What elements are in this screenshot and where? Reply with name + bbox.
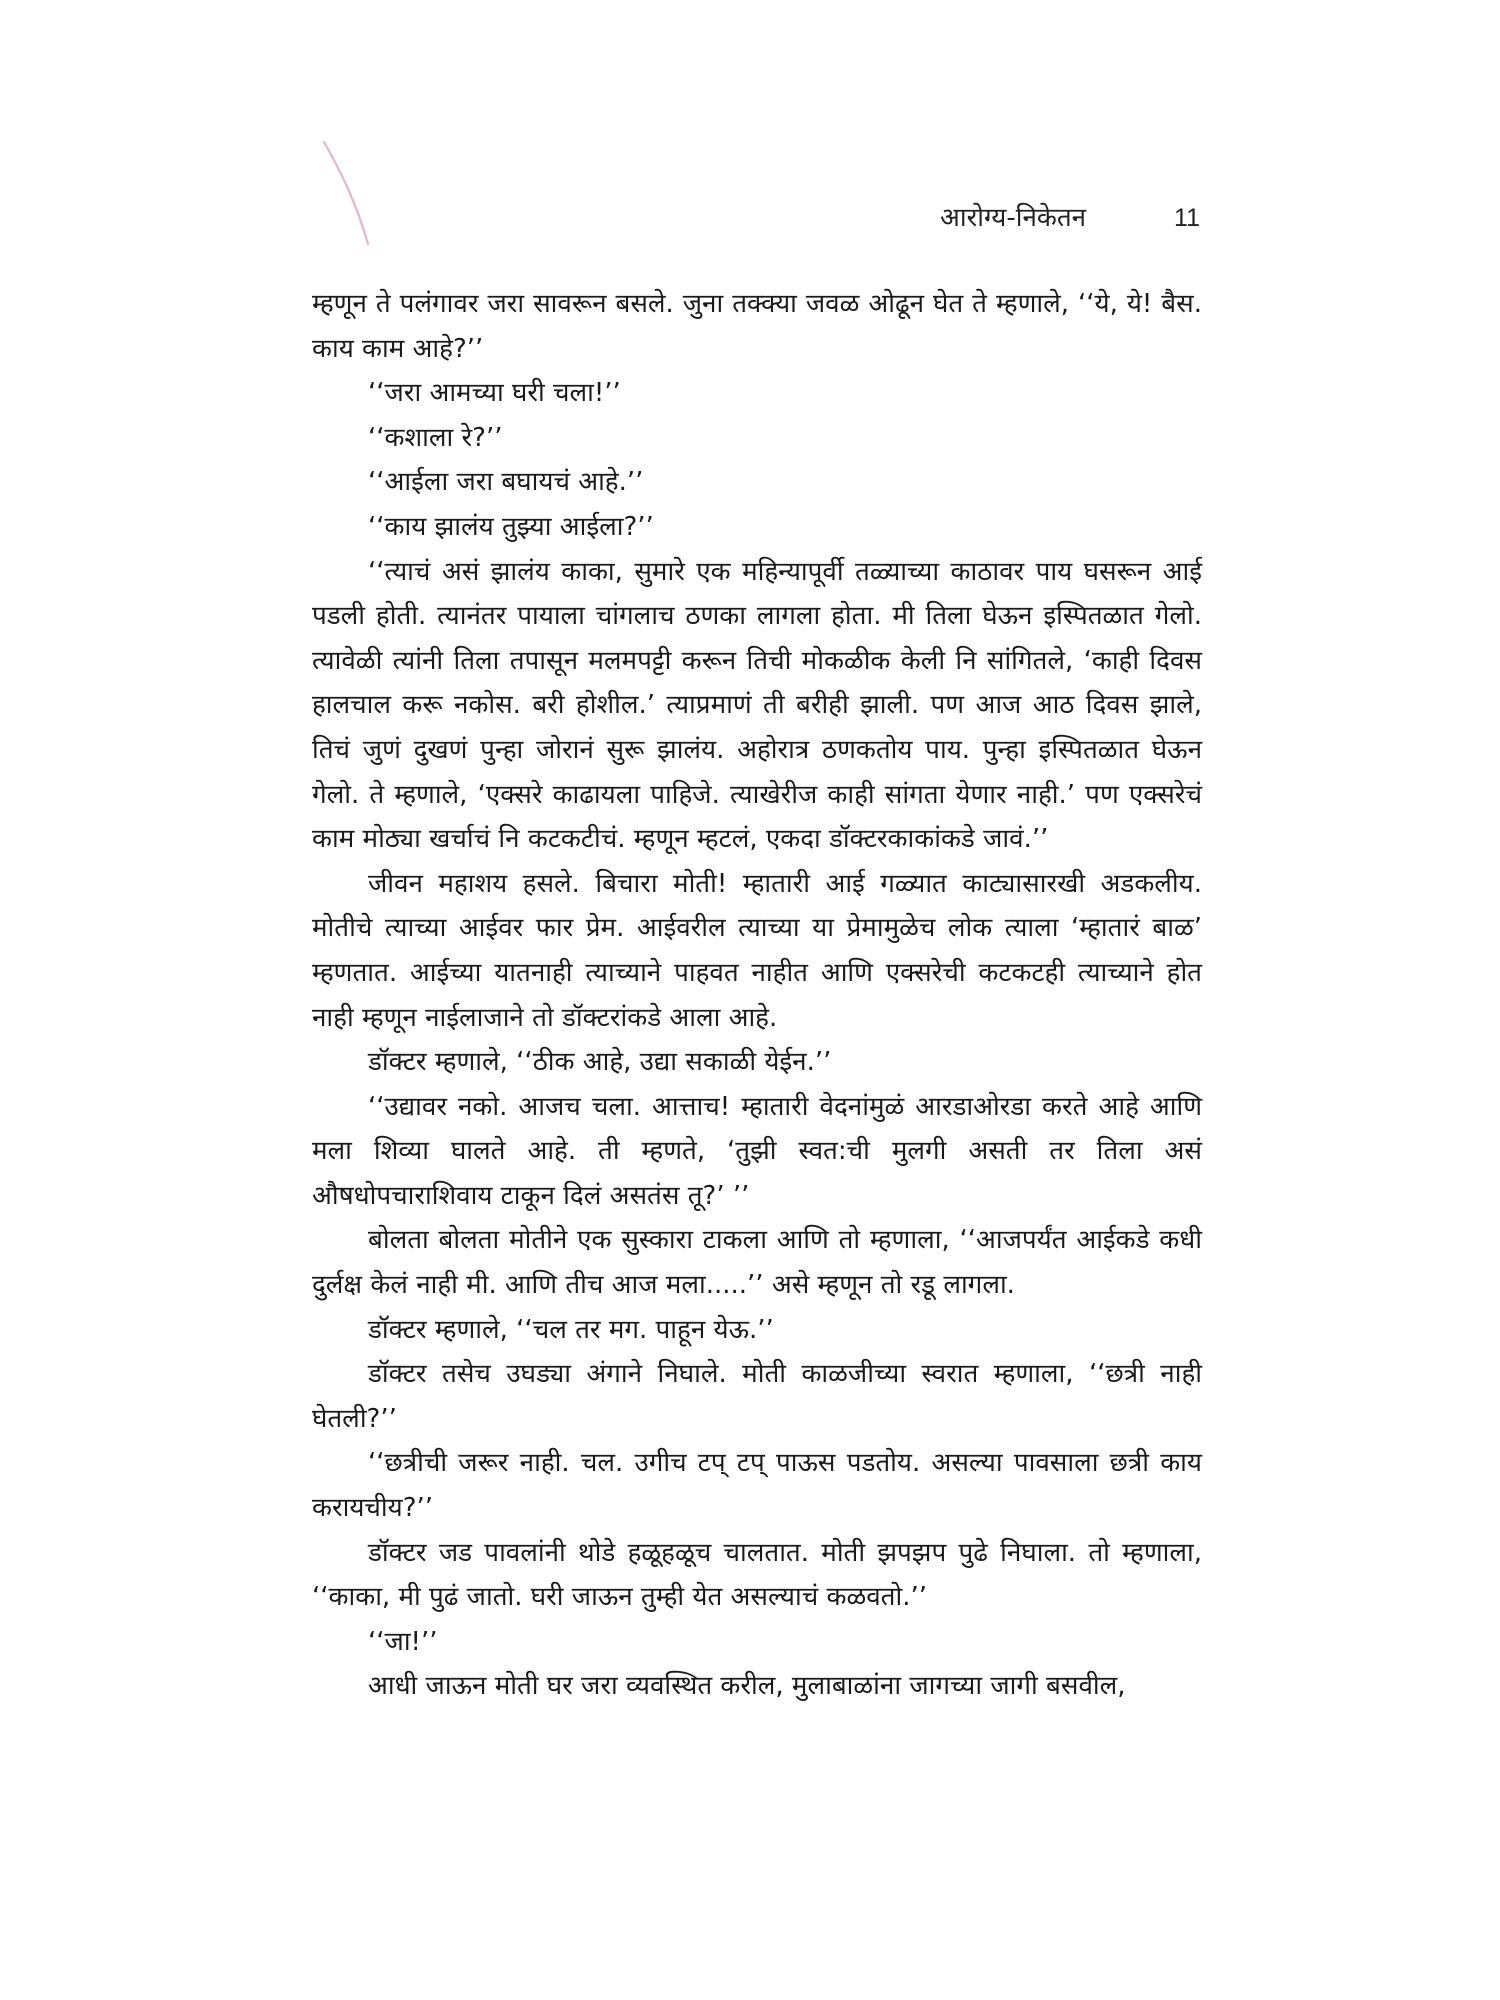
text-body [312,282,1202,1709]
paragraph-4: ‘‘आईला जरा बघायचं आहे.’’ [368,467,644,498]
pencil-stroke-mark [322,140,392,260]
paragraph-8: डॉक्टर म्हणाले, ‘‘ठीक आहे, उद्या सकाळी येईन.’’ [368,1047,832,1078]
book-title: आरोग्य-निकेतन [940,203,1087,233]
paragraph-10: बोलता बोलता मोतीने एक सुस्कारा टाकला आणि तो म्हणाला, ‘‘आजपर्यंत आईकडे कधी दुर्लक्ष केलं नाही मी. आणि तीच आज मला.....’’ असे म्हणून तो रडू लागला. [312,1225,1202,1301]
paragraph-1: म्हणून ते पलंगावर जरा सावरून बसले. जुना तक्क्या जवळ ओढून घेत ते म्हणाले, ‘‘ये, ये! बैस. काय काम आहे?’’ [312,289,1202,364]
paragraph-9: ‘‘उद्यावर नको. आजच चला. आत्ताच! म्हातारी वेदनांमुळं आरडाओरडा करते आहे आणि मला शिव्या घालते आहे. ती म्हणते, ‘तुझी स्वत:ची मुलगी असती तर तिला असं औषधोपचाराशिवाय टाकून दिलं असतंस तू?’ ’’ [312,1091,1202,1211]
paragraph-5: ‘‘काय झालंय तुझ्या आईला?’’ [368,511,654,542]
paragraph-6: ‘‘त्याचं असं झालंय काका, सुमारे एक महिन्यापूर्वी तळ्याच्या काठावर पाय घसरून आई पडली होती. त्यानंतर पायाला चांगलाच ठणका लागला होता. मी तिला घेऊन इस्पितळात गेलो. त्यावेळी त्यांनी तिला तपासून मलमपट्टी करून तिची मोकळीक केली नि सांगितले, ‘काही दिवस हालचाल करू नकोस. बरी होशील.’ त्याप्रमाणं ती बरीही झाली. पण आज आठ दिवस झाले, तिचं जुणं दुखणं पुन्हा जोरानं सुरू झालंय. अहोरात्र ठणकतोय पाय. पुन्हा इस्पितळात घेऊन गेलो. ते म्हणाले, ‘एक्सरे काढायला पाहिजे. त्याखेरीज काही सांगता येणार नाही.’ पण एक्सरेचं काम मोठ्या खर्चाचं नि कटकटीचं. म्हणून म्हटलं, एकदा डॉक्टरकाकांकडे जावं.’’ [312,556,1202,855]
paragraph-14: डॉक्टर जड पावलांनी थोडे हळूहळूच चालतात. मोती झपझप पुढे निघाला. तो म्हणाला, ‘‘काका, मी पुढं जातो. घरी जाऊन तुम्ही येत असल्याचं कळवतो.’’ [312,1537,1202,1613]
running-head [940,198,1200,238]
paragraph-2: ‘‘जरा आमच्या घरी चला!’’ [368,378,621,409]
page-number: 11 [1174,204,1200,232]
paragraph-16: आधी जाऊन मोती घर जरा व्यवस्थित करील, मुलाबाळांना जागच्या जागी बसवील, [368,1671,1126,1702]
paragraph-12: डॉक्टर तसेच उघड्या अंगाने निघाले. मोती काळजीच्या स्वरात म्हणाला, ‘‘छत्री नाही घेतली?’’ [312,1359,1202,1434]
paragraph-15: ‘‘जा!’’ [368,1626,438,1657]
paragraph-11: डॉक्टर म्हणाले, ‘‘चल तर मग. पाहून येऊ.’’ [368,1314,774,1345]
paragraph-13: ‘‘छत्रीची जरूर नाही. चल. उगीच टप् टप् पाऊस पडतोय. असल्या पावसाला छत्री काय करायचीय?’’ [312,1448,1202,1524]
paragraph-3: ‘‘कशाला रे?’’ [368,422,503,453]
paragraph-7: जीवन महाशय हसले. बिचारा मोती! म्हातारी आई गळ्यात काट्यासारखी अडकलीय. मोतीचे त्याच्या आईवर फार प्रेम. आईवरील त्याच्या या प्रेमामुळेच लोक त्याला ‘म्हातारं बाळ’ म्हणतात. आईच्या यातनाही त्याच्याने पाहवत नाहीत आणि एक्सरेची कटकटही त्याच्याने होत नाही म्हणून नाईलाजाने तो डॉक्टरांकडे आला आहे. [312,868,1202,1033]
